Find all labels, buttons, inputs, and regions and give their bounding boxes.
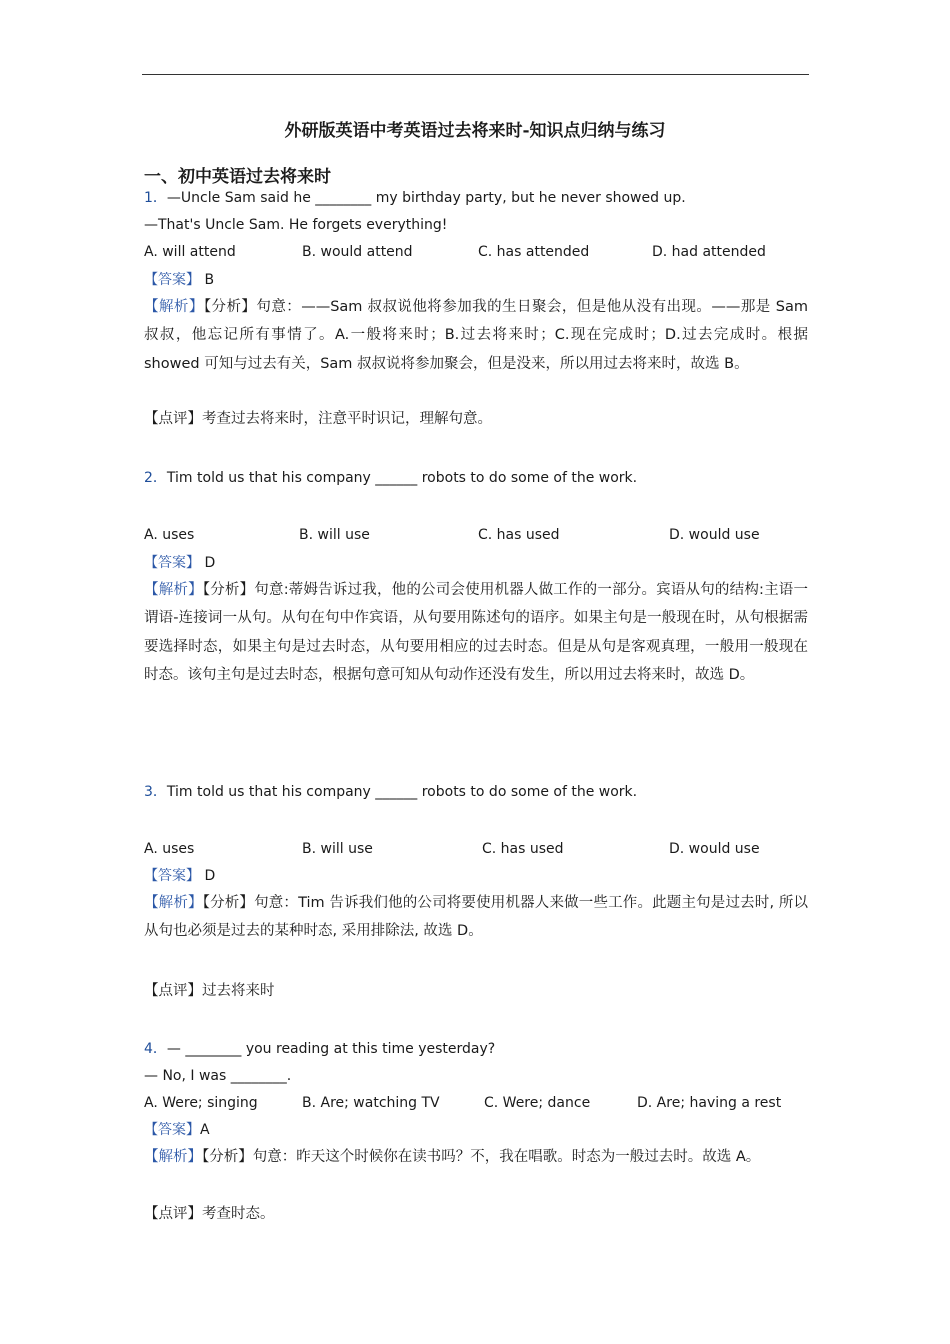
analysis-block [144,576,808,690]
analysis-tag: 【解析】 [144,299,204,315]
question-number: 4． [144,1041,167,1057]
option-d: D. would use [669,527,760,543]
option-a: A. will attend [144,244,236,260]
answer-line [144,866,215,886]
question-number: 2． [144,470,167,486]
answer-tag: 【答案】 [144,555,200,571]
option-d: D. had attended [652,244,766,260]
question-4-stem-2: — No, I was ________. [144,1068,292,1084]
review-line: 【点评】过去将来时 [144,983,275,999]
review-line: 【点评】考查时态。 [144,1206,275,1222]
header-rule [142,74,809,75]
answer-value: D [204,555,216,571]
review-line: 【点评】考查过去将来时，注意平时识记，理解句意。 [144,411,492,427]
question-number: 3． [144,784,167,800]
question-3-stem: 3．Tim told us that his company ______ robots to do some of the work. [144,784,638,800]
option-b: B. Are; watching TV [302,1095,440,1111]
analysis-block [144,293,808,378]
analysis-text: 【分析】句意：——Sam 叔叔说他将参加我的生日聚会，但是他从没有出现。——那是 Sam 叔叔，他忘记所有事情了。A.一般将来时；B.过去将来时；C.现在完成时；D.过去完成时。根据 showed 可知与过去有关，Sam 叔叔说将参加聚会，但是没来，所以用过去将来时，故选 B。 [144,299,808,372]
option-b: B. will use [302,841,373,857]
answer-tag: 【答案】 [144,272,200,288]
analysis-text: 【分析】句意:蒂姆告诉过我，他的公司会使用机器人做工作的一部分。宾语从句的结构:主语一谓语-连接词一从句。从句在句中作宾语，从句要用陈述句的语序。如果主句是一般现在时，从句根据需要选择时态，如果主句是过去时态，从句要用相应的过去时态。但是从句是客观真理，一般用一般现在时态。该句主句是过去时态，根据句意可知从句动作还没有发生，所以用过去将来时，故选 D。 [144,582,808,684]
option-d: D. would use [669,841,760,857]
answer-line [144,270,214,290]
option-c: C. has used [478,527,560,543]
answer-value: B [204,272,215,288]
analysis-block [144,889,808,946]
option-d: D. Are; having a rest [637,1095,782,1111]
option-b: B. would attend [302,244,413,260]
section-heading: 一、初中英语过去将来时 [144,167,331,187]
answer-tag: 【答案】 [144,1122,200,1138]
answer-value: A [200,1122,210,1138]
question-1-stem: 1．—Uncle Sam said he ________ my birthday party, but he never showed up. [144,190,686,206]
question-2-stem: 2．Tim told us that his company ______ robots to do some of the work. [144,470,638,486]
analysis-text: 【分析】句意：昨天这个时候你在读书吗？不，我在唱歌。时态为一般过去时。故选 A。 [202,1149,761,1165]
question-1-stem-2: —That's Uncle Sam. He forgets everything! [144,217,448,233]
analysis-tag: 【解析】 [144,895,203,911]
analysis-tag: 【解析】 [144,582,203,598]
answer-value: D [204,868,216,884]
question-number: 1． [144,190,167,206]
answer-tag: 【答案】 [144,868,200,884]
option-a: A. uses [144,841,195,857]
option-a: A. uses [144,527,195,543]
answer-line [144,1120,210,1140]
option-c: C. has used [482,841,564,857]
answer-line [144,553,215,573]
analysis-text: 【分析】句意：Tim 告诉我们他的公司将要使用机器人来做一些工作。此题主句是过去时, 所以从句也必须是过去的某种时态, 采用排除法, 故选 D。 [144,895,809,940]
option-c: C. has attended [478,244,590,260]
question-4-stem: 4．— ________ you reading at this time yesterday? [144,1041,496,1057]
analysis-tag: 【解析】 [144,1149,202,1165]
option-b: B. will use [299,527,370,543]
page-title: 外研版英语中考英语过去将来时-知识点归纳与练习 [284,121,666,141]
analysis-block [144,1143,808,1171]
option-c: C. Were; dance [484,1095,591,1111]
option-a: A. Were; singing [144,1095,258,1111]
